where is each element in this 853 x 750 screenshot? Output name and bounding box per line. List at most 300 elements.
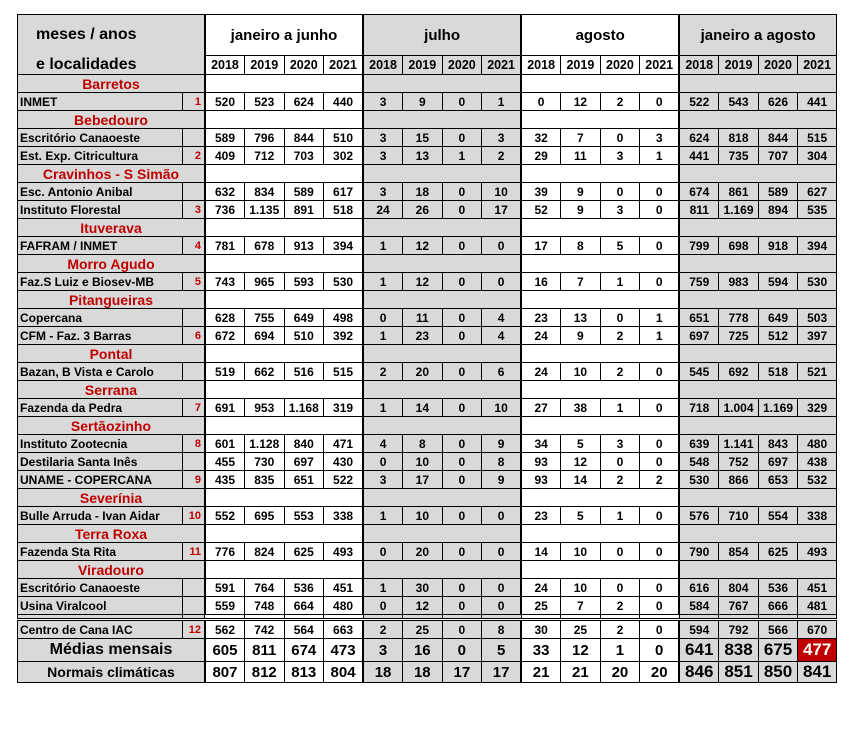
value-cell: 0: [640, 507, 680, 525]
year-header: 2018: [205, 56, 245, 75]
value-cell: 548: [679, 453, 719, 471]
value-cell: 13: [561, 309, 601, 327]
year-header: 2019: [245, 56, 285, 75]
value-cell: 694: [245, 327, 285, 345]
station-name: CFM - Faz. 3 Barras: [18, 327, 183, 345]
value-cell: 703: [284, 147, 324, 165]
value-cell: 438: [798, 453, 837, 471]
value-cell: 5: [482, 639, 522, 662]
value-cell: 4: [482, 309, 522, 327]
value-cell: 9: [561, 183, 601, 201]
climate-normals-row: [18, 662, 837, 683]
value-cell: 16: [521, 273, 561, 291]
value-cell: 1: [363, 327, 403, 345]
station-row: [18, 399, 837, 417]
value-cell: 536: [284, 579, 324, 597]
station-row: [18, 273, 837, 291]
value-cell: 752: [719, 453, 759, 471]
value-cell: 1.128: [245, 435, 285, 453]
value-cell: 0: [640, 273, 680, 291]
value-cell: 804: [719, 579, 759, 597]
value-cell: 493: [324, 543, 364, 561]
value-cell: 866: [719, 471, 759, 489]
value-cell: 25: [521, 597, 561, 615]
value-cell: 435: [205, 471, 245, 489]
value-cell: 480: [798, 435, 837, 453]
value-cell: 1.141: [719, 435, 759, 453]
year-header: 2018: [363, 56, 403, 75]
region-name: Bebedouro: [18, 111, 205, 129]
value-cell: 692: [719, 363, 759, 381]
value-cell: 3: [363, 147, 403, 165]
value-cell: 697: [758, 453, 798, 471]
value-cell: 891: [284, 201, 324, 219]
value-cell: 0: [640, 543, 680, 561]
value-cell: 21: [521, 662, 561, 683]
value-cell: 543: [719, 93, 759, 111]
value-cell: 3: [640, 129, 680, 147]
value-cell: 38: [561, 399, 601, 417]
region-spacer: [521, 417, 679, 435]
value-cell: 0: [363, 453, 403, 471]
station-name: Est. Exp. Citricultura: [18, 147, 183, 165]
value-cell: 0: [640, 363, 680, 381]
region-spacer: [205, 489, 363, 507]
station-row: [18, 363, 837, 381]
value-cell: 639: [679, 435, 719, 453]
value-cell: 4: [482, 327, 522, 345]
value-cell: 12: [561, 453, 601, 471]
value-cell: 790: [679, 543, 719, 561]
value-cell: 24: [521, 363, 561, 381]
value-cell: 0: [521, 93, 561, 111]
value-cell: 0: [600, 309, 640, 327]
value-cell: 9: [561, 327, 601, 345]
region-spacer: [521, 255, 679, 273]
value-cell: 742: [245, 620, 285, 639]
value-cell: 0: [600, 579, 640, 597]
station-number: 12: [183, 620, 205, 639]
value-cell: 8: [482, 453, 522, 471]
value-cell: 7: [561, 129, 601, 147]
value-cell: 811: [245, 639, 285, 662]
value-cell: 0: [600, 129, 640, 147]
value-cell: 304: [798, 147, 837, 165]
header-subtitle: e localidades: [18, 56, 205, 75]
region-spacer: [521, 561, 679, 579]
value-cell: 730: [245, 453, 285, 471]
value-cell: 503: [798, 309, 837, 327]
value-cell: 2: [600, 620, 640, 639]
averages-label: Médias mensais: [18, 639, 205, 662]
monthly-averages-row: [18, 639, 837, 662]
value-cell: 441: [679, 147, 719, 165]
value-cell: 0: [442, 273, 482, 291]
value-cell: 8: [403, 435, 443, 453]
station-name: Bulle Arruda - Ivan Aidar: [18, 507, 183, 525]
value-cell: 861: [719, 183, 759, 201]
rainfall-table: [17, 14, 837, 683]
value-cell: 1: [600, 399, 640, 417]
value-cell: 8: [482, 620, 522, 639]
value-cell: 20: [640, 662, 680, 683]
value-cell: 1: [600, 273, 640, 291]
value-cell: 512: [758, 327, 798, 345]
value-cell: 838: [719, 639, 759, 662]
value-cell: 1: [640, 309, 680, 327]
value-cell: 33: [521, 639, 561, 662]
station-name: Esc. Antonio Anibal: [18, 183, 183, 201]
value-cell: 10: [482, 399, 522, 417]
region-spacer: [679, 345, 836, 363]
value-cell: 493: [798, 543, 837, 561]
value-cell: 625: [758, 543, 798, 561]
value-cell: 0: [442, 620, 482, 639]
station-row: [18, 435, 837, 453]
value-cell: 0: [442, 507, 482, 525]
value-cell: 20: [403, 363, 443, 381]
value-cell: 1: [600, 639, 640, 662]
value-cell: 14: [521, 543, 561, 561]
value-cell: 594: [758, 273, 798, 291]
value-cell: 554: [758, 507, 798, 525]
region-name: Terra Roxa: [18, 525, 205, 543]
value-cell: 6: [482, 363, 522, 381]
year-header: 2021: [798, 56, 837, 75]
value-cell: 649: [758, 309, 798, 327]
station-number: [183, 453, 205, 471]
region-name: Ituverava: [18, 219, 205, 237]
value-cell: 21: [561, 662, 601, 683]
value-cell: 4: [363, 435, 403, 453]
value-cell: 2: [363, 620, 403, 639]
value-cell: 530: [679, 471, 719, 489]
value-cell: 670: [798, 620, 837, 639]
value-cell: 628: [205, 309, 245, 327]
value-cell: 818: [719, 129, 759, 147]
region-spacer: [679, 165, 836, 183]
value-cell: 1.004: [719, 399, 759, 417]
value-cell: 0: [600, 543, 640, 561]
station-name: Copercana: [18, 309, 183, 327]
value-cell: 3: [363, 93, 403, 111]
value-cell: 522: [679, 93, 719, 111]
value-cell: 2: [640, 471, 680, 489]
region-spacer: [363, 417, 521, 435]
station-row: [18, 543, 837, 561]
value-cell: 710: [719, 507, 759, 525]
value-cell: 24: [521, 579, 561, 597]
value-cell: 12: [561, 93, 601, 111]
value-cell: 5: [561, 507, 601, 525]
station-name: Instituto Zootecnia: [18, 435, 183, 453]
value-cell: 0: [442, 435, 482, 453]
station-name: Bazan, B Vista e Carolo: [18, 363, 183, 381]
value-cell: 697: [284, 453, 324, 471]
year-header: 2020: [758, 56, 798, 75]
value-cell: 29: [521, 147, 561, 165]
value-cell: 32: [521, 129, 561, 147]
value-cell: 473: [324, 639, 364, 662]
value-cell: 14: [403, 399, 443, 417]
value-cell: 0: [600, 453, 640, 471]
value-cell: 767: [719, 597, 759, 615]
value-cell: 0: [640, 183, 680, 201]
value-cell: 965: [245, 273, 285, 291]
value-cell: 329: [798, 399, 837, 417]
value-cell: 451: [798, 579, 837, 597]
value-cell: 824: [245, 543, 285, 561]
station-number: [183, 309, 205, 327]
region-row: [18, 255, 837, 273]
value-cell: 778: [719, 309, 759, 327]
region-spacer: [363, 165, 521, 183]
value-cell: 625: [284, 543, 324, 561]
value-cell: 319: [324, 399, 364, 417]
region-row: [18, 111, 837, 129]
value-cell: 0: [640, 579, 680, 597]
value-cell: 338: [324, 507, 364, 525]
value-cell: 498: [324, 309, 364, 327]
station-number: 4: [183, 237, 205, 255]
value-cell: 7: [561, 273, 601, 291]
value-cell: 0: [482, 597, 522, 615]
value-cell: 24: [363, 201, 403, 219]
value-cell: 26: [403, 201, 443, 219]
station-number: 11: [183, 543, 205, 561]
value-cell: 532: [798, 471, 837, 489]
value-cell: 663: [324, 620, 364, 639]
region-name: Viradouro: [18, 561, 205, 579]
value-cell: 2: [600, 327, 640, 345]
value-cell: 23: [521, 507, 561, 525]
value-cell: 12: [561, 639, 601, 662]
region-row: [18, 345, 837, 363]
period-july: julho: [363, 15, 521, 56]
region-spacer: [205, 219, 363, 237]
region-spacer: [521, 489, 679, 507]
station-row: [18, 309, 837, 327]
region-name: Pontal: [18, 345, 205, 363]
region-spacer: [363, 255, 521, 273]
period-jan-aug: janeiro a agosto: [679, 15, 836, 56]
station-number: 3: [183, 201, 205, 219]
value-cell: 707: [758, 147, 798, 165]
value-cell: 616: [679, 579, 719, 597]
station-number: 9: [183, 471, 205, 489]
value-cell: 0: [442, 471, 482, 489]
period-jan-jun: janeiro a junho: [205, 15, 363, 56]
value-cell: 641: [679, 639, 719, 662]
value-cell: 811: [679, 201, 719, 219]
value-cell: 3: [600, 147, 640, 165]
year-header: 2021: [324, 56, 364, 75]
value-cell: 0: [482, 579, 522, 597]
value-cell: 712: [245, 147, 285, 165]
region-spacer: [521, 525, 679, 543]
station-row: [18, 183, 837, 201]
value-cell: 521: [798, 363, 837, 381]
year-header: 2019: [719, 56, 759, 75]
value-cell: 913: [284, 237, 324, 255]
value-cell: 576: [679, 507, 719, 525]
region-row: [18, 525, 837, 543]
value-cell: 30: [403, 579, 443, 597]
value-cell: 666: [758, 597, 798, 615]
station-number: [183, 183, 205, 201]
region-spacer: [363, 291, 521, 309]
station-name: FAFRAM / INMET: [18, 237, 183, 255]
year-header: 2018: [521, 56, 561, 75]
value-cell: 2: [600, 93, 640, 111]
value-cell: 9: [482, 435, 522, 453]
region-spacer: [363, 75, 521, 93]
region-spacer: [205, 75, 363, 93]
value-cell: 535: [798, 201, 837, 219]
value-cell: 17: [482, 662, 522, 683]
value-cell: 748: [245, 597, 285, 615]
value-cell: 553: [284, 507, 324, 525]
value-cell: 605: [205, 639, 245, 662]
value-cell: 840: [284, 435, 324, 453]
value-cell: 10: [403, 507, 443, 525]
value-cell: 10: [482, 183, 522, 201]
region-name: Morro Agudo: [18, 255, 205, 273]
value-cell: 12: [403, 237, 443, 255]
value-cell: 594: [679, 620, 719, 639]
value-cell: 523: [245, 93, 285, 111]
value-cell: 664: [284, 597, 324, 615]
value-cell: 0: [640, 201, 680, 219]
year-header: 2020: [442, 56, 482, 75]
station-number: 6: [183, 327, 205, 345]
value-cell: 2: [363, 363, 403, 381]
value-cell: 15: [403, 129, 443, 147]
value-cell: 93: [521, 453, 561, 471]
value-cell: 0: [640, 597, 680, 615]
normals-label: Normais climáticas: [18, 662, 205, 683]
value-cell: 0: [442, 639, 482, 662]
value-cell: 24: [521, 327, 561, 345]
value-cell: 678: [245, 237, 285, 255]
value-cell: 16: [403, 639, 443, 662]
value-cell: 518: [324, 201, 364, 219]
region-spacer: [363, 561, 521, 579]
station-number: 10: [183, 507, 205, 525]
value-cell: 743: [205, 273, 245, 291]
region-spacer: [679, 111, 836, 129]
value-cell: 0: [363, 597, 403, 615]
value-cell: 394: [324, 237, 364, 255]
value-cell: 3: [363, 639, 403, 662]
region-spacer: [363, 111, 521, 129]
value-cell: 736: [205, 201, 245, 219]
region-row: [18, 561, 837, 579]
value-cell: 792: [719, 620, 759, 639]
value-cell: 545: [679, 363, 719, 381]
value-cell: 672: [205, 327, 245, 345]
region-name: Barretos: [18, 75, 205, 93]
station-name: UNAME - COPERCANA: [18, 471, 183, 489]
value-cell: 8: [561, 237, 601, 255]
value-cell: 718: [679, 399, 719, 417]
year-header: 2020: [284, 56, 324, 75]
header-row-periods: [18, 15, 837, 56]
station-number: 5: [183, 273, 205, 291]
value-cell: 1: [640, 147, 680, 165]
region-name: Pitangueiras: [18, 291, 205, 309]
value-cell: 10: [561, 543, 601, 561]
value-cell: 1: [363, 237, 403, 255]
region-name: Sertãozinho: [18, 417, 205, 435]
value-cell: 9: [403, 93, 443, 111]
region-spacer: [679, 291, 836, 309]
value-cell: 804: [324, 662, 364, 683]
value-cell: 338: [798, 507, 837, 525]
station-row-iac: [18, 620, 837, 639]
value-cell: 17: [521, 237, 561, 255]
region-spacer: [679, 255, 836, 273]
region-name: Severínia: [18, 489, 205, 507]
value-cell: 0: [442, 309, 482, 327]
value-cell: 2: [600, 597, 640, 615]
year-header: 2020: [600, 56, 640, 75]
value-cell: 451: [324, 579, 364, 597]
value-cell: 0: [442, 327, 482, 345]
value-cell: 776: [205, 543, 245, 561]
station-row: [18, 471, 837, 489]
value-cell: 481: [798, 597, 837, 615]
region-name: Serrana: [18, 381, 205, 399]
year-header: 2019: [561, 56, 601, 75]
station-number: [183, 363, 205, 381]
value-cell: 0: [442, 93, 482, 111]
value-cell: 584: [679, 597, 719, 615]
value-cell: 9: [561, 201, 601, 219]
region-row: [18, 219, 837, 237]
value-cell: 851: [719, 662, 759, 683]
year-header: 2018: [679, 56, 719, 75]
value-cell: 0: [442, 183, 482, 201]
value-cell: 12: [403, 273, 443, 291]
station-number: [183, 579, 205, 597]
value-cell: 632: [205, 183, 245, 201]
value-cell: 697: [679, 327, 719, 345]
value-cell: 0: [640, 399, 680, 417]
value-cell: 13: [403, 147, 443, 165]
value-cell: 653: [758, 471, 798, 489]
value-cell: 0: [442, 453, 482, 471]
station-row: [18, 237, 837, 255]
value-cell: 510: [324, 129, 364, 147]
station-number: 8: [183, 435, 205, 453]
region-spacer: [205, 291, 363, 309]
station-name: Fazenda da Pedra: [18, 399, 183, 417]
value-cell: 477: [798, 639, 837, 662]
region-spacer: [521, 75, 679, 93]
value-cell: 691: [205, 399, 245, 417]
region-spacer: [205, 417, 363, 435]
region-spacer: [205, 255, 363, 273]
value-cell: 781: [205, 237, 245, 255]
value-cell: 17: [403, 471, 443, 489]
value-cell: 530: [798, 273, 837, 291]
value-cell: 516: [284, 363, 324, 381]
region-spacer: [679, 525, 836, 543]
value-cell: 589: [758, 183, 798, 201]
value-cell: 409: [205, 147, 245, 165]
region-row: [18, 489, 837, 507]
